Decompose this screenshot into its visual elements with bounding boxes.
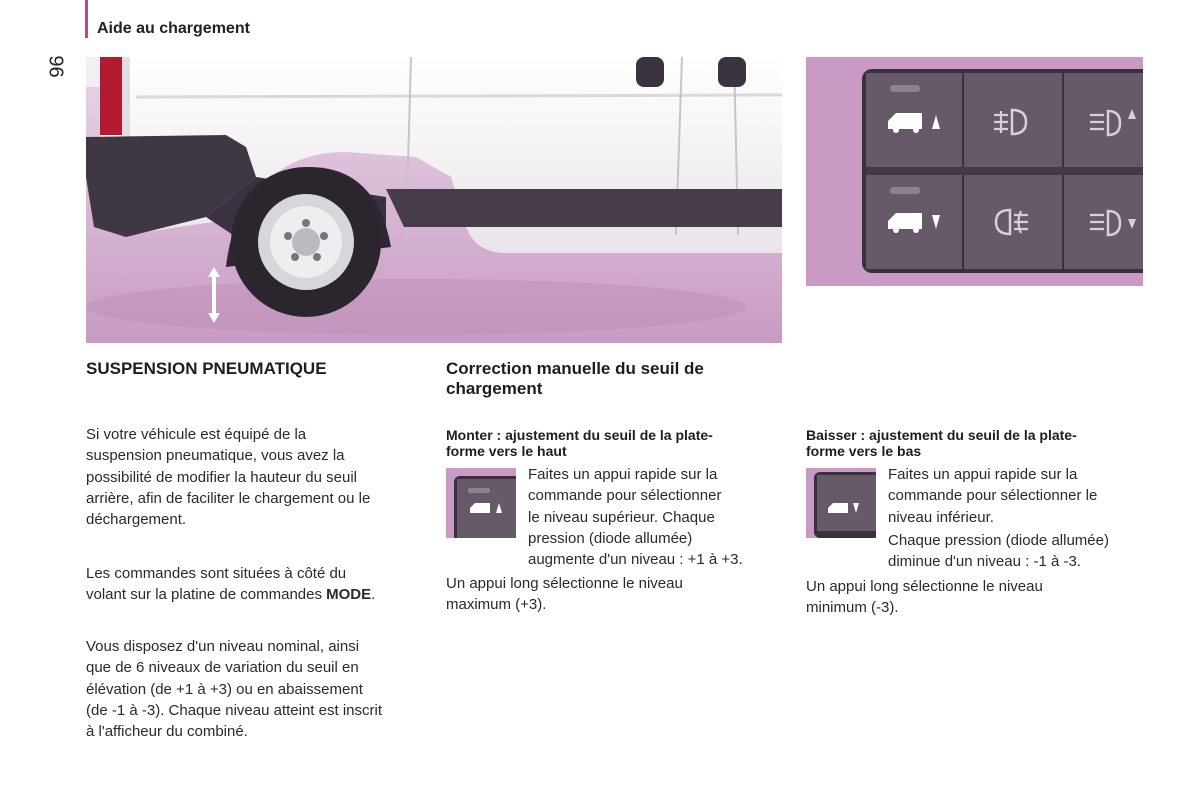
text-line: le niveau supérieur. Chaque (528, 508, 715, 526)
headlamp-up-icon (1088, 105, 1138, 139)
raise-button-thumbnail (446, 468, 516, 538)
subtitle-line: forme vers le haut (446, 443, 567, 459)
lower-subtitle (806, 427, 1077, 459)
headlamp-down-icon (1088, 207, 1138, 241)
text-line: arrière, afin de faciliter le chargement ou le (86, 489, 371, 507)
text-line: Chaque pression (diode allumée) (888, 532, 1109, 549)
text-line: pression (diode allumée) (528, 529, 693, 547)
text-line: élévation (de +1 à +3) ou en abaissement (86, 680, 363, 698)
text-line: déchargement. (86, 511, 187, 529)
text-line: maximum (+3). (446, 596, 547, 614)
text-line: commande pour sélectionner (528, 487, 722, 505)
manual-correction-title (446, 359, 704, 399)
lower-button-image (806, 468, 876, 538)
text-line: (de -1 à -3). Chaque niveau atteint est inscrit (86, 701, 382, 719)
text-line: minimum (-3). (806, 599, 899, 617)
text-line: que de 6 niveaux de variation du seuil en (86, 659, 359, 677)
text-line: suspension pneumatique, vous avez la (86, 447, 345, 465)
levels-paragraph (86, 636, 382, 742)
text-line: Faites un appui rapide sur la (888, 466, 1078, 483)
section-accent-bar (85, 0, 88, 38)
controls-location-paragraph (86, 563, 375, 606)
subtitle-line: forme vers le bas (806, 443, 922, 459)
van-raise-icon (886, 109, 942, 135)
lower-instructions-continued (888, 530, 1109, 573)
text-line: à l'afficheur du combiné. (86, 723, 248, 741)
mode-control-panel-photo (806, 57, 1143, 286)
text-line: Un appui long sélectionne le niveau (446, 575, 683, 592)
text-line: Si votre véhicule est équipé de la (86, 426, 307, 443)
rear-fog-light-icon (992, 107, 1028, 137)
text-line: commande pour sélectionner le (888, 487, 1098, 505)
text-line: Un appui long sélectionne le niveau (806, 578, 1043, 595)
text-line (86, 584, 375, 605)
mode-label: MODE (326, 586, 372, 604)
up-down-arrow-icon (204, 267, 224, 323)
title-line: Correction manuelle du seuil de (446, 359, 704, 378)
van-suspension-photo (86, 57, 782, 343)
text-span: volant sur la platine de commandes (86, 586, 327, 604)
lower-long-press-note (806, 576, 1043, 619)
suspension-intro-paragraph (86, 424, 370, 530)
page-number: 96 (44, 55, 67, 78)
text-span: . (371, 586, 376, 604)
text-line: possibilité de modifier la hauteur du seuil (86, 468, 357, 486)
subtitle-line: Baisser : ajustement du seuil de la plate- (806, 427, 1077, 443)
front-fog-light-icon (994, 207, 1030, 237)
raise-subtitle (446, 427, 713, 459)
section-title: Aide au chargement (97, 20, 250, 37)
raise-long-press-note (446, 573, 683, 616)
subtitle-line: Monter : ajustement du seuil de la plate- (446, 427, 713, 443)
van-lower-icon (886, 209, 942, 235)
text-line: augmente d'un niveau : +1 à +3. (528, 551, 743, 569)
van-illustration (86, 57, 782, 343)
lower-button-thumbnail (806, 468, 876, 538)
text-line: Les commandes sont situées à côté du (86, 565, 347, 582)
control-panel-illustration (806, 57, 1143, 286)
text-line: Faites un appui rapide sur la (528, 466, 718, 483)
raise-button-image (446, 468, 516, 538)
title-line: chargement (446, 379, 543, 398)
text-line: niveau inférieur. (888, 508, 994, 526)
lower-instructions (888, 464, 1097, 528)
text-line: diminue d'un niveau : -1 à -3. (888, 553, 1081, 571)
text-line: Vous disposez d'un niveau nominal, ainsi (86, 638, 360, 655)
raise-instructions (528, 464, 743, 570)
suspension-title: SUSPENSION PNEUMATIQUE (86, 359, 327, 378)
